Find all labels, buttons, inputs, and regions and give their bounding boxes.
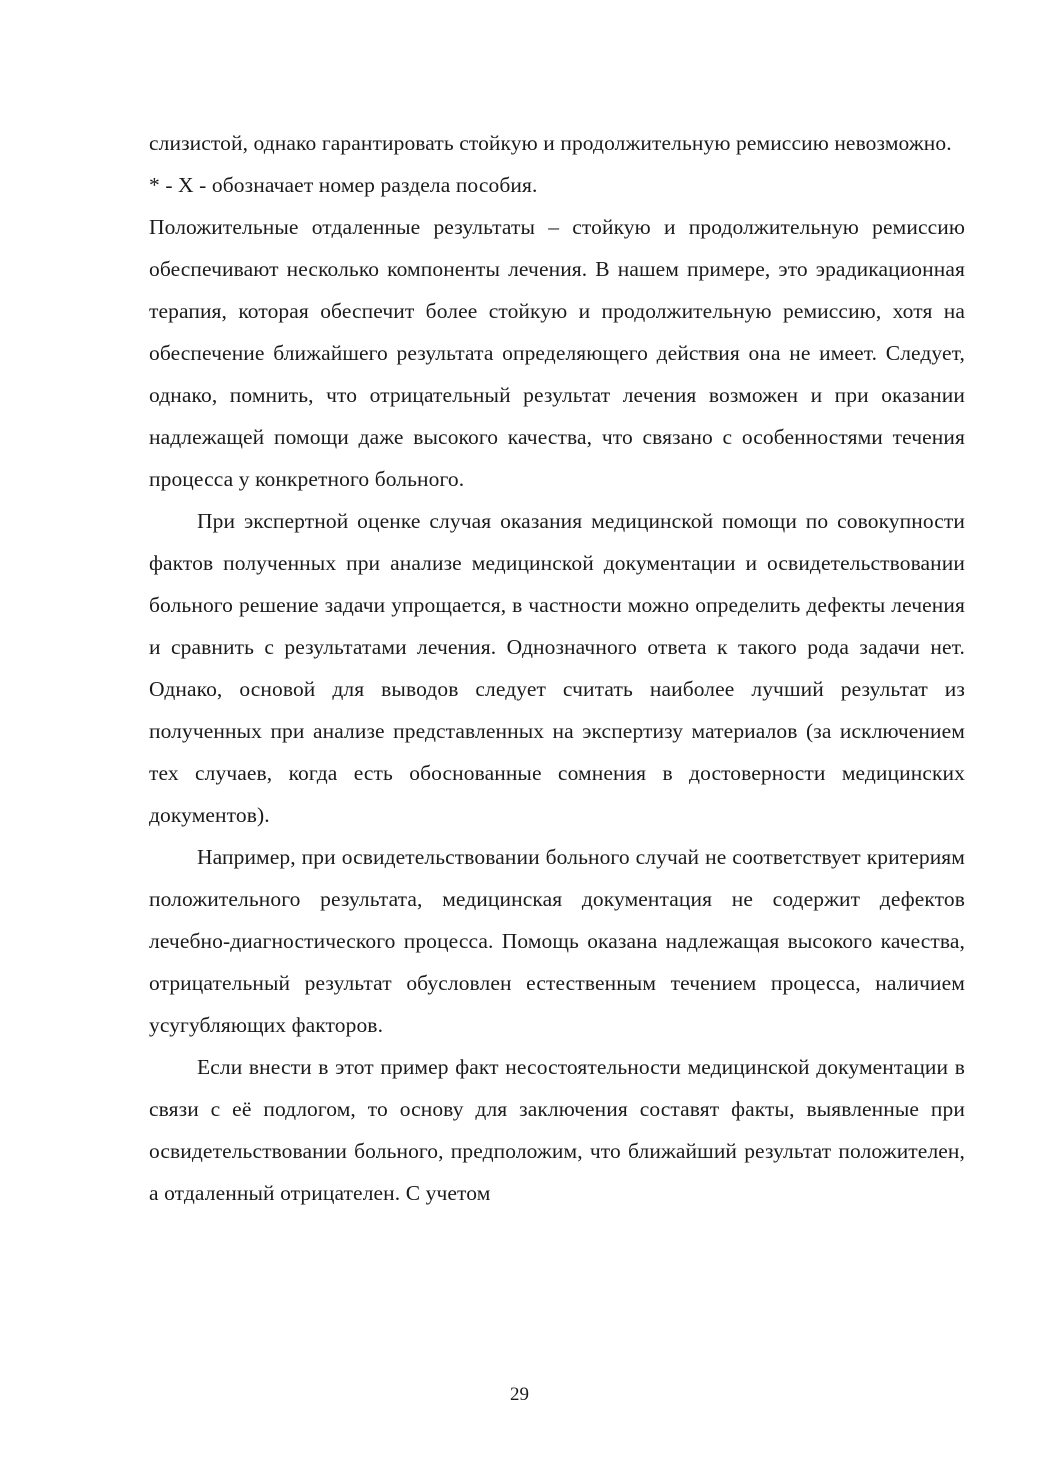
body-text	[149, 122, 965, 1214]
footnote: * - X - обозначает номер раздела пособия.	[149, 173, 538, 197]
page-number: 29	[510, 1384, 529, 1405]
paragraph: Например, при освидетельствовании больного случай не соответствует критериям положительного результата, медицинская документация не содержит дефектов лечебно-диагностического процесса. Помощь оказана надлежащая высокого качества, отрицательный результат обусловлен естественным течением процесса, наличием усугубляющих факторов.	[149, 845, 965, 1037]
paragraph: слизистой, однако гарантировать стойкую и продолжительную ремиссию невозможно.	[149, 131, 952, 155]
paragraph: Положительные отдаленные результаты – стойкую и продолжительную ремиссию обеспечивают несколько компоненты лечения. В нашем примере, это эрадикационная терапия, которая обеспечит более стойкую и продолжительную ремиссию, хотя на обеспечение ближайшего результата определяющего действия она не имеет. Следует, однако, помнить, что отрицательный результат лечения возможен и при оказании надлежащей помощи даже высокого качества, что связано с особенностями течения процесса у конкретного больного.	[149, 215, 965, 491]
paragraph: При экспертной оценке случая оказания медицинской помощи по совокупности фактов полученных при анализе медицинской документации и освидетельствовании больного решение задачи упрощается, в частности можно определить дефекты лечения и сравнить с результатами лечения. Однозначного ответа к такого рода задачи нет. Однако, основой для выводов следует считать наиболее лучший результат из полученных при анализе представленных на экспертизу материалов (за исключением тех случаев, когда есть обоснованные сомнения в достоверности медицинских документов).	[149, 509, 965, 827]
paragraph: Если внести в этот пример факт несостоятельности медицинской документации в связи с её подлогом, то основу для заключения составят факты, выявленные при освидетельствовании больного, предположим, что ближайший результат положителен, а отдаленный отрицателен. С учетом	[149, 1055, 965, 1205]
